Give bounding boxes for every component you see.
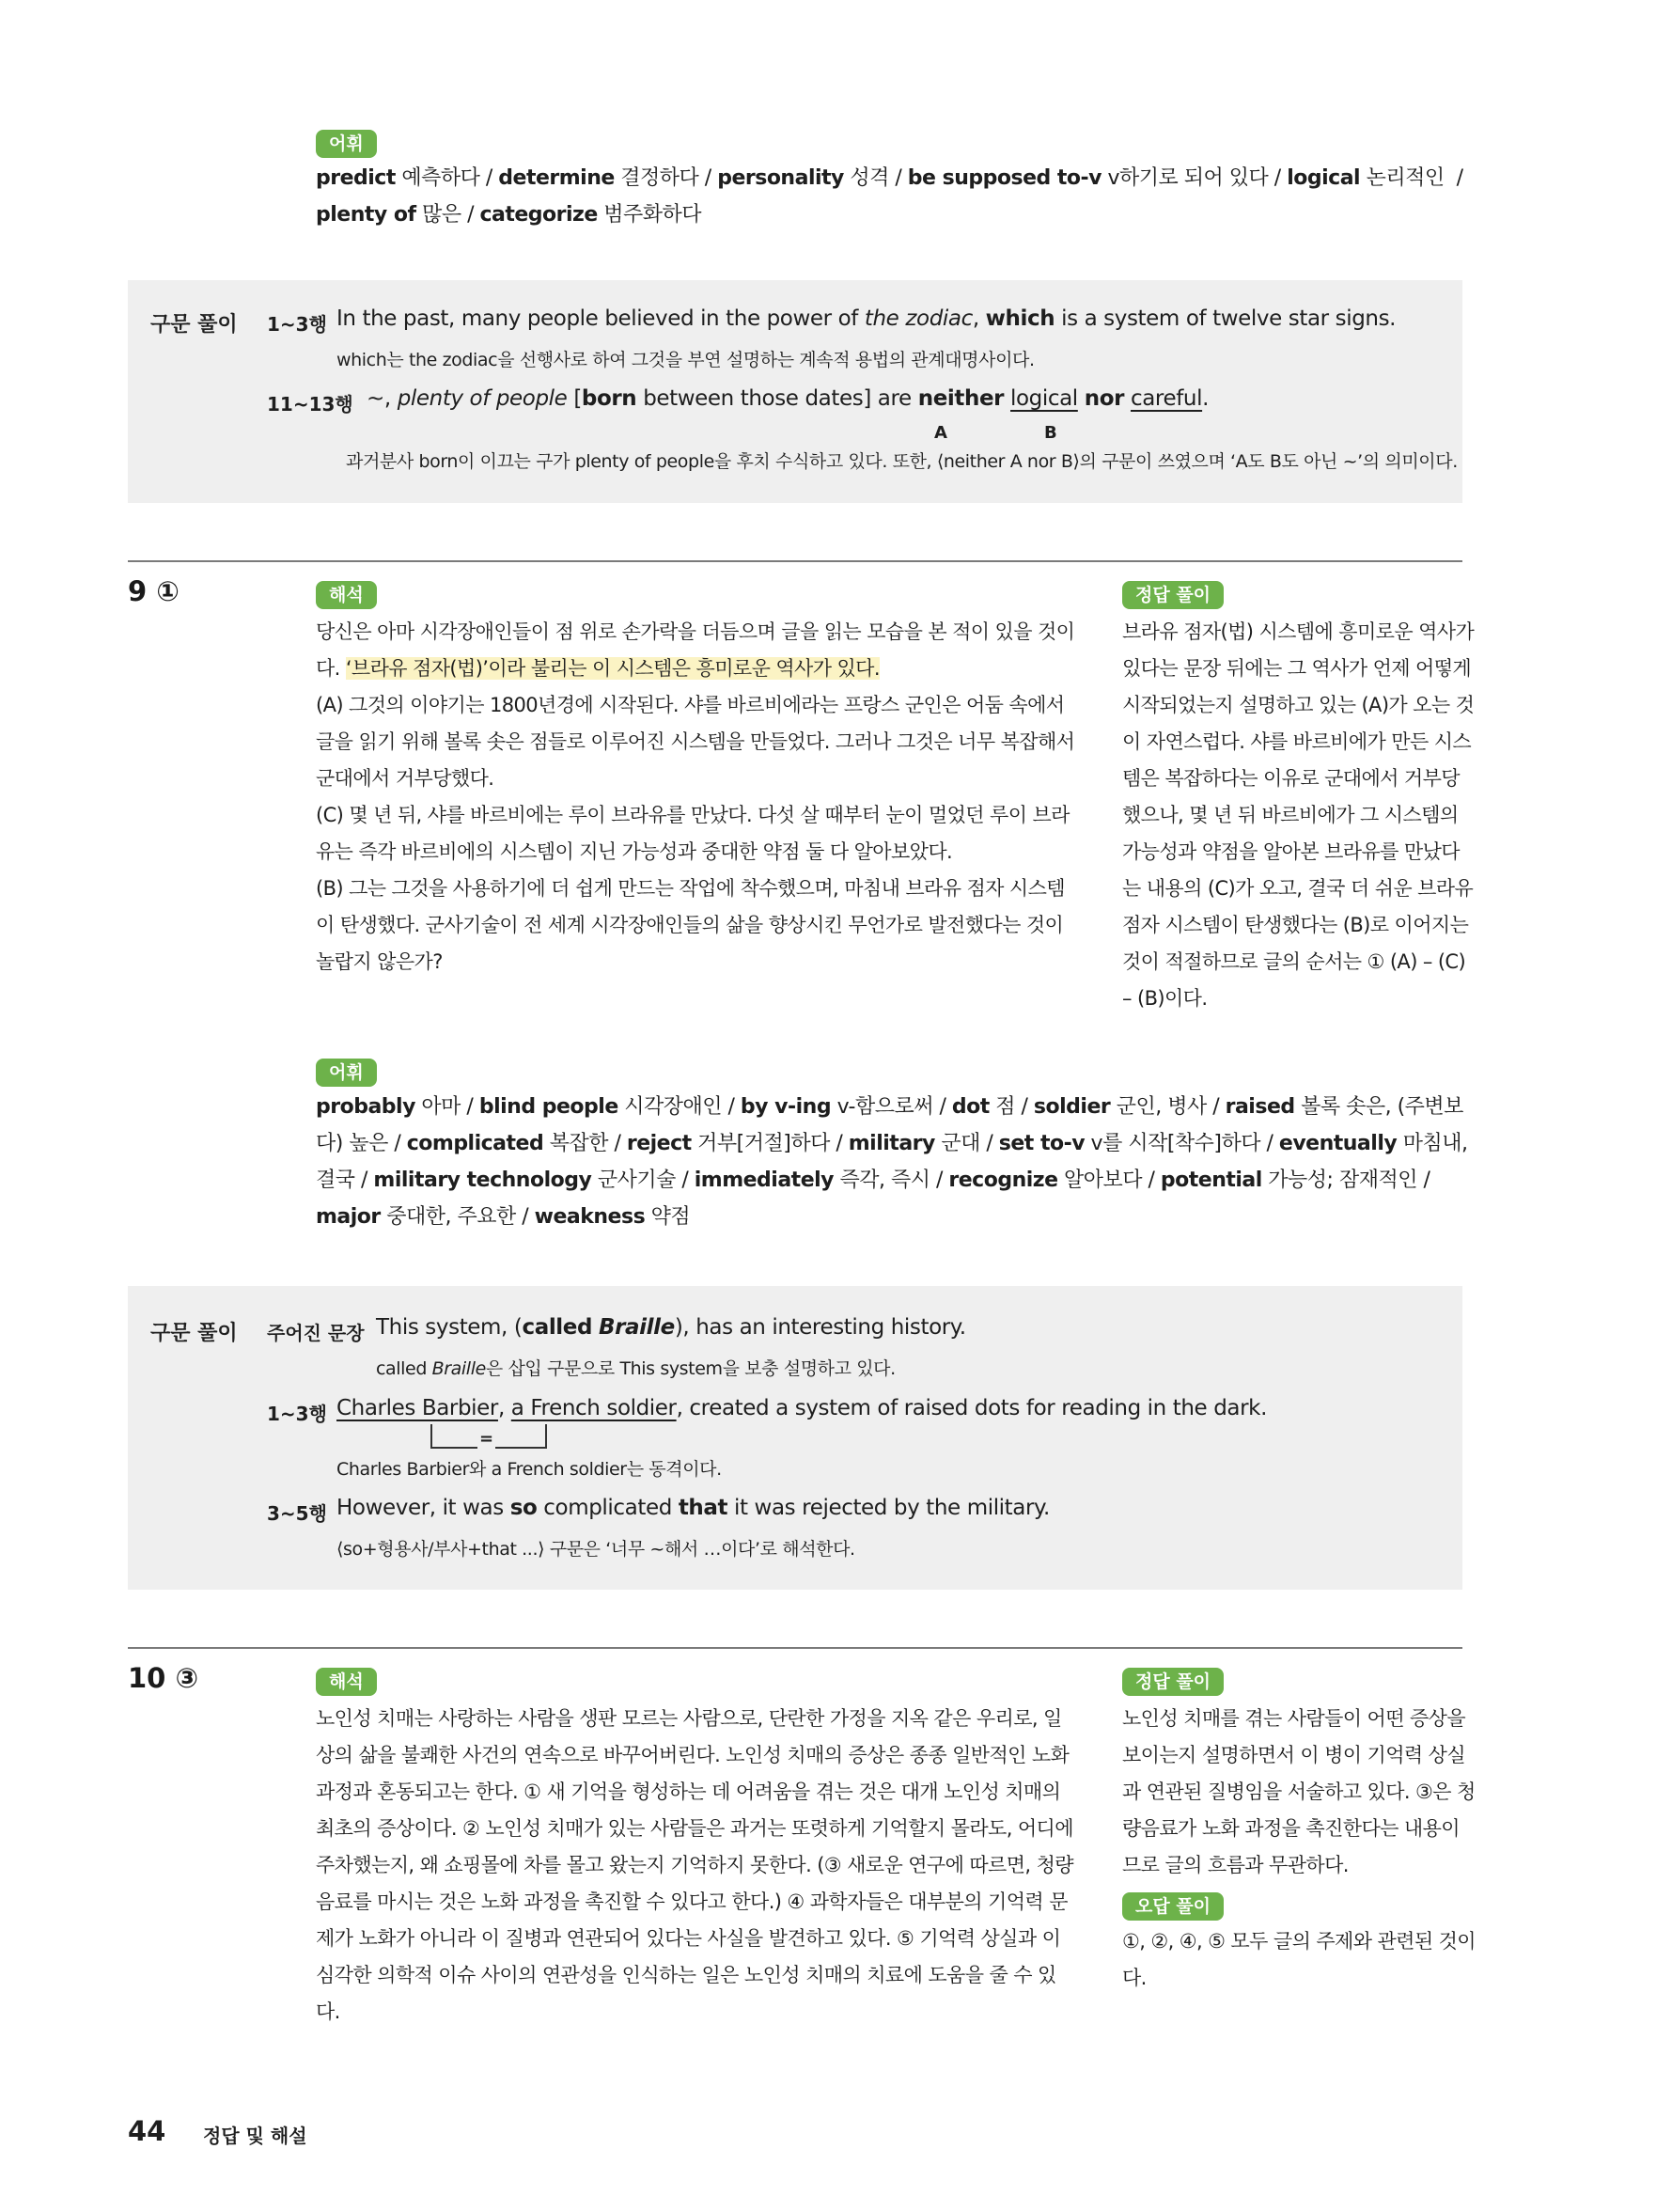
divider-q10 <box>128 1647 1462 1649</box>
footer-section-title: 정답 및 해설 <box>203 2125 307 2147</box>
q10-answer <box>1122 1701 1477 1884</box>
q9-answer-tag: 정답 풀이 <box>1122 581 1224 609</box>
s2-given-sub: called Braille은 삽입 구문으로 This system을 보충 설명하고 있다. <box>376 1358 896 1379</box>
structure-label-1: 구문 풀이 <box>150 313 238 337</box>
top-vocab-text: predict 예측하다 / determine 결정하다 / personality 성격 / be supposed to-v v하기로 되어 있다 / logical 논리적인 / plenty of 많은 / categorize 범주화하다 <box>316 166 1463 227</box>
q9-translation-tag: 해석 <box>316 581 377 609</box>
s2-l1-num: 1~3행 <box>267 1403 327 1425</box>
s1-line2-sub: 과거분사 born이 이끄는 구가 plenty of people을 후치 수식하고 있다. 또한, ⟨neither A nor B⟩의 구문이 쓰였으며 ‘A도 B도 아닌 ~’의 의미이다. <box>346 451 1458 472</box>
q9-vocab <box>316 1089 1477 1235</box>
s1-line2-text: ~, plenty of people [born between those dates] are neither logical nor careful. <box>367 386 1210 411</box>
q9-vocab-tag: 어휘 <box>316 1059 377 1087</box>
s1-line1-sub: which는 the zodiac을 선행사로 하여 그것을 부연 설명하는 계속적 용법의 관계대명사이다. <box>336 350 1035 370</box>
q10-wrong-text: ①, ②, ④, ⑤ 모두 글의 주제와 관련된 것이다. <box>1122 1930 1476 1989</box>
s2-l1-sub: Charles Barbier와 a French soldier는 동격이다. <box>336 1459 722 1480</box>
vocab-tag-top: 어휘 <box>316 130 377 158</box>
q10-number: 10 ③ <box>128 1662 199 1694</box>
q10-translation-text: 노인성 치매는 사랑하는 사람을 생판 모르는 사람으로, 단란한 가정을 지옥 같은 우리로, 일상의 삶을 불쾌한 사건의 연속으로 바꾸어버린다. 노인성 치매의 증상은 종종 일반적인 노화 과정과 혼동되고는 한다. ① 새 기억을 형성하는 데 어려움을 겪는 것은 대개 노인성 치매의 최초의 증상이다. ② 노인성 치매가 있는 사람들은 과거는 또렷하게 기억할지 몰라도, 어디에 주차했는지, 왜 쇼핑몰에 차를 몰고 왔는지 기억하지 못한다. (③ 새로운 연구에 따르면, 청량음료를 마시는 것은 노화 과정을 촉진할 수 있다고 한다.) ④ 과학자들은 대부분의 기억력 문제가 노화가 아니라 이 질병과 연관되어 있다는 사실을 발견하고 있다. ⑤ 기억력 상실과 이 심각한 의학적 이슈 사이의 연관성을 인식하는 일은 노인성 치매의 치료에 도움을 줄 수 있다. <box>316 1707 1073 2023</box>
s2-l2-text: However, it was so complicated that it was rejected by the military. <box>336 1496 1050 1520</box>
q9-number: 9 ① <box>128 575 180 607</box>
structure-label-2: 구문 풀이 <box>150 1322 238 1345</box>
s2-given-text: This system, (called Braille), has an interesting history. <box>376 1315 966 1340</box>
q9-translation-text: 당신은 아마 시각장애인들이 점 위로 손가락을 더듬으며 글을 읽는 모습을 본 적이 있을 것이다. ‘브라유 점자(법)’이라 불리는 이 시스템은 흥미로운 역사가 있다. (A) 그것의 이야기는 1800년경에 시작된다. 샤를 바르비에라는 프랑스 군인은 어둠 속에서 글을 읽기 위해 볼록 솟은 점들로 이루어진 시스템을 만들었다. 그러나 그것은 너무 복잡해서 군대에서 거부당했다. (C) 몇 년 뒤, 샤를 바르비에는 루이 브라유를 만났다. 다섯 살 때부터 눈이 멀었던 루이 브라유는 즉각 바르비에의 시스템이 지닌 가능성과 중대한 약점 둘 다 알아보았다. (B) 그는 그것을 사용하기에 더 쉽게 만드는 작업에 착수했으며, 마침내 브라유 점자 시스템이 탄생했다. 군사기술이 전 세계 시각장애인들의 삶을 향상시킨 무언가로 발전했다는 것이 놀랍지 않은가? <box>316 620 1075 973</box>
q10-wrong <box>1122 1923 1477 1997</box>
q10-answer-text: 노인성 치매를 겪는 사람들이 어떤 증상을 보이는지 설명하면서 이 병이 기억력 상실과 연관된 질병임을 서술하고 있다. ③은 청량음료가 노화 과정을 촉진한다는 내용이므로 글의 흐름과 무관하다. <box>1122 1707 1476 1876</box>
q10-answer-tag: 정답 풀이 <box>1122 1668 1224 1696</box>
s2-eq-sign: = <box>479 1429 494 1449</box>
q10-wrong-tag: 오답 풀이 <box>1122 1892 1224 1921</box>
s2-l1-text: Charles Barbier, a French soldier, created a system of raised dots for reading in the dark. <box>336 1396 1267 1420</box>
q10-translation-tag: 해석 <box>316 1668 377 1696</box>
q9-answer-text: 브라유 점자(법) 시스템에 흥미로운 역사가 있다는 문장 뒤에는 그 역사가 언제 어떻게 시작되었는지 설명하고 있는 (A)가 오는 것이 자연스럽다. 샤를 바르비에가 만든 시스템은 복잡하다는 이유로 군대에서 거부당했으나, 몇 년 뒤 바르비에가 그 시스템의 가능성과 약점을 알아본 브라유를 만났다는 내용의 (C)가 오고, 결국 더 쉬운 브라유 점자 시스템이 탄생했다는 (B)로 이어지는 것이 적절하므로 글의 순서는 ① (A) – (C) – (B)이다. <box>1122 620 1475 1010</box>
page-number: 44 <box>128 2115 166 2147</box>
s2-l2-num: 3~5행 <box>267 1502 327 1525</box>
q9-vocab-text: probably 아마 / blind people 시각장애인 / by v-ing v-함으로써 / dot 점 / soldier 군인, 병사 / raised 볼록 솟은, (주변보다) 높은 / complicated 복잡한 / reject 거부[거절]하다 / military 군대 / set to-v v를 시작[착수]하다 / eventually 마침내, 결국 / military technology 군사기술 / immediately 즉각, 즉시 / recognize 알아보다 / potential 가능성; 잠재적인 / major 중대한, 주요한 / weakness 약점 <box>316 1095 1468 1229</box>
q10-translation <box>316 1701 1075 2031</box>
s2-l2-sub: ⟨so+형용사/부사+that ...⟩ 구문은 ‘너무 ~해서 …이다’로 해석한다. <box>336 1539 855 1560</box>
s2-given-label: 주어진 문장 <box>267 1322 365 1344</box>
s1-line1-num: 1~3행 <box>267 313 327 336</box>
q9-answer <box>1122 614 1477 1017</box>
structure-box-1 <box>128 280 1462 503</box>
top-vocab <box>316 160 1477 233</box>
s1-mark-b: B <box>1044 423 1057 443</box>
q9-translation <box>316 614 1075 980</box>
s1-mark-a: A <box>934 423 947 443</box>
s1-line2-num: 11~13행 <box>267 393 353 416</box>
structure-box-2 <box>128 1286 1462 1590</box>
divider-q9 <box>128 560 1462 562</box>
s1-line1-text: In the past, many people believed in the power of the zodiac, which is a system of twelve star signs. <box>336 306 1397 331</box>
